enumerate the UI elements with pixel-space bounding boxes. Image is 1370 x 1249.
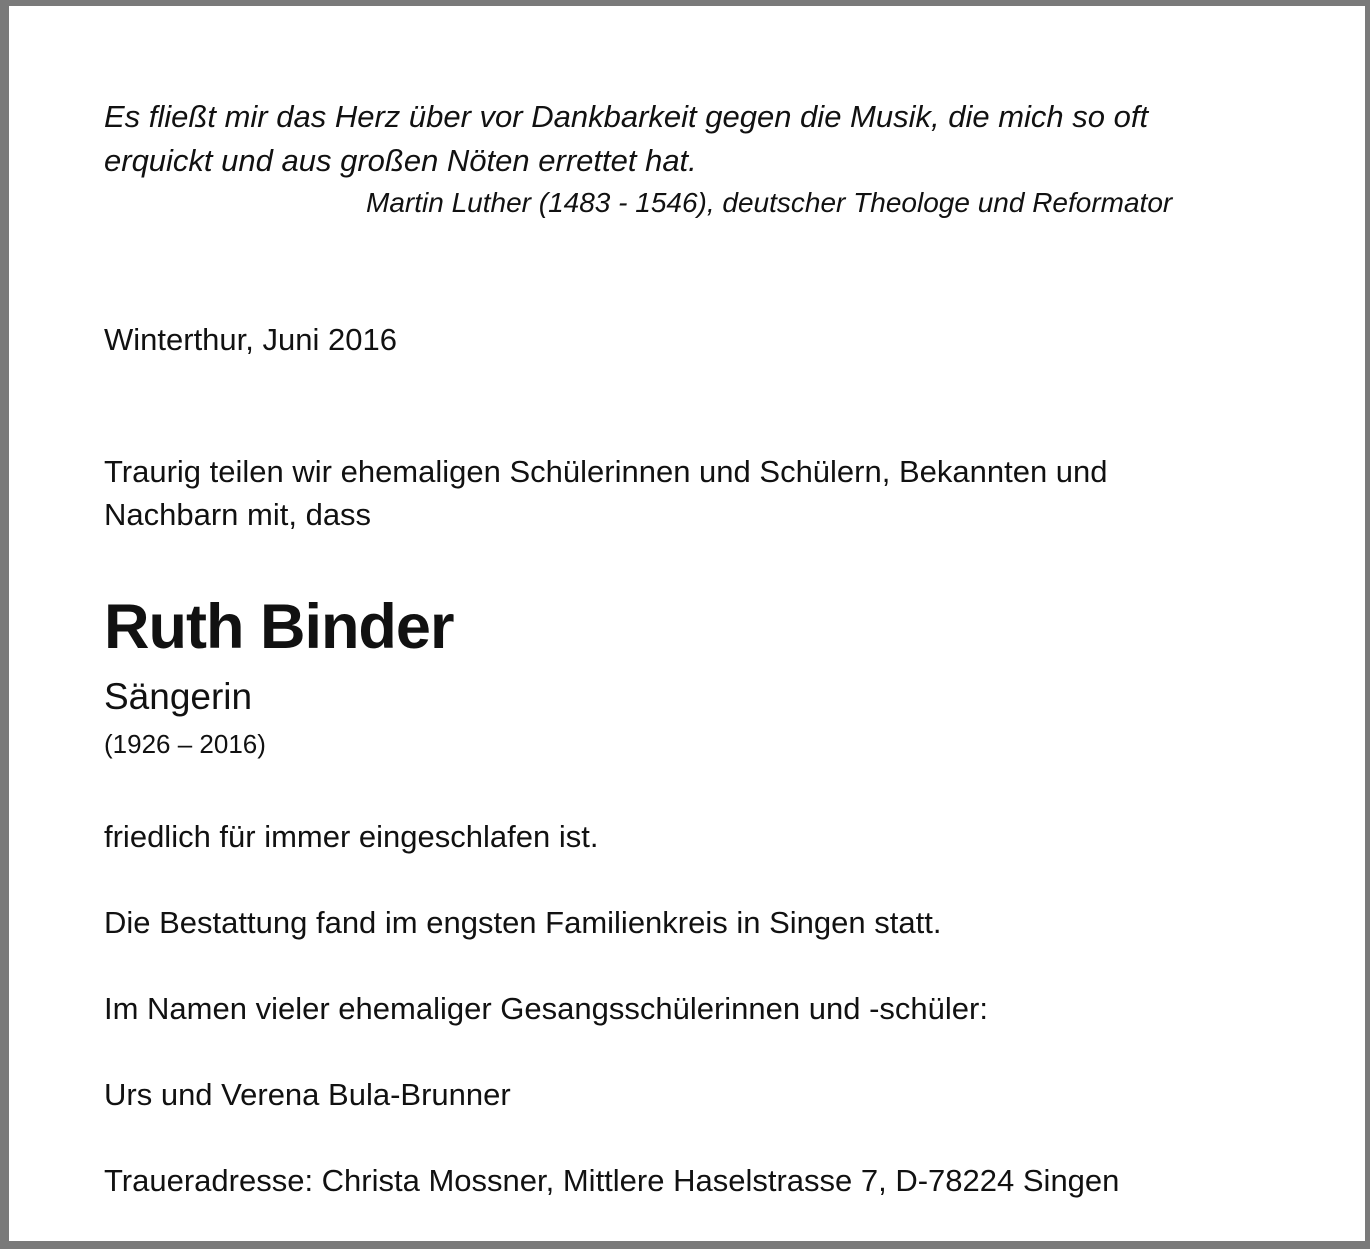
signatories: Urs und Verena Bula-Brunner [104,1077,511,1112]
quote-attribution: Martin Luther (1483 - 1546), deutscher Theologe und Reformator [366,187,1173,218]
intro-line-1: Traurig teilen wir ehemaligen Schülerinnen und Schülern, Bekannten und [104,454,1108,489]
mourning-address: Traueradresse: Christa Mossner, Mittlere Haselstrasse 7, D-78224 Singen [104,1163,1120,1198]
funeral-text: Die Bestattung fand im engsten Familienkreis in Singen statt. [104,905,942,940]
quote-line-1: Es fließt mir das Herz über vor Dankbarkeit gegen die Musik, die mich so oft [104,99,1149,134]
place-date: Winterthur, Juni 2016 [104,322,397,357]
passed-away-text: friedlich für immer eingeschlafen ist. [104,819,599,854]
epigraph-quote [104,95,1344,183]
deceased-profession: Sängerin [104,676,253,717]
deceased-years: (1926 – 2016) [104,729,266,759]
quote-line-2: erquickt und aus großen Nöten errettet hat. [104,143,697,178]
intro-paragraph [104,450,1108,536]
deceased-name: Ruth Binder [104,592,454,662]
on-behalf-text: Im Namen vieler ehemaliger Gesangsschülerinnen und -schüler: [104,991,988,1026]
intro-line-2: Nachbarn mit, dass [104,497,372,532]
